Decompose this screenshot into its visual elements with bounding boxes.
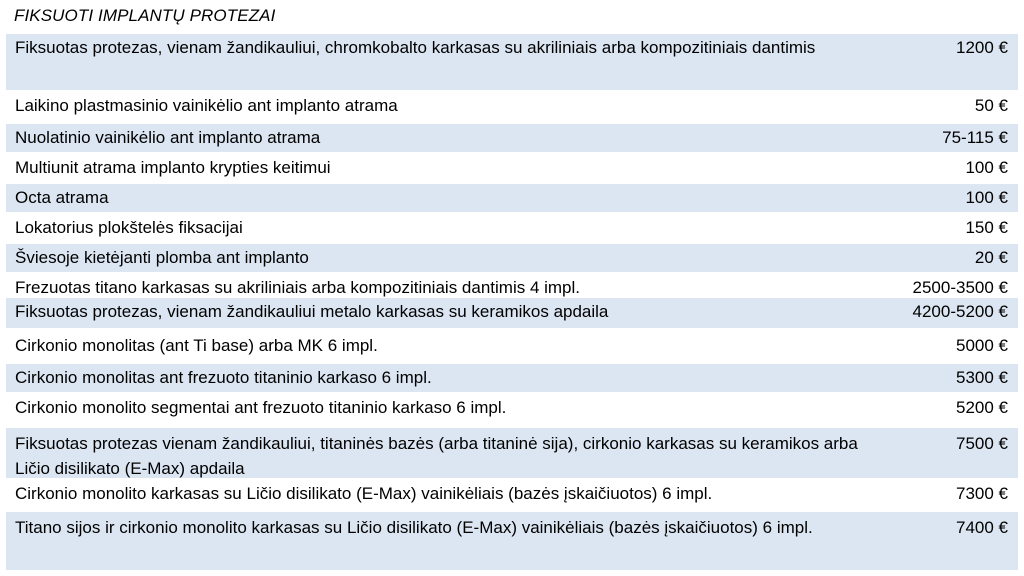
service-price: 150 € <box>965 218 1008 237</box>
service-price: 2500-3500 € <box>912 278 1008 297</box>
service-price: 7500 € <box>956 434 1008 453</box>
service-name: Cirkonio monolito segmentai ant frezuoto titaninio karkaso 6 impl. <box>15 398 507 417</box>
service-name: Cirkonio monolitas (ant Ti base) arba MK 6 impl. <box>15 336 378 355</box>
table-row <box>6 394 1018 428</box>
table-row <box>6 428 1018 478</box>
service-price: 100 € <box>965 188 1008 207</box>
table-row <box>6 298 1018 328</box>
service-price: 4200-5200 € <box>912 302 1008 321</box>
service-price: 100 € <box>965 158 1008 177</box>
table-row <box>6 364 1018 392</box>
table-row <box>6 512 1018 570</box>
service-price: 7400 € <box>956 518 1008 537</box>
service-name: Laikino plastmasinio vainikėlio ant implanto atrama <box>15 96 398 115</box>
service-name: Cirkonio monolito karkasas su Ličio disilikato (E-Max) vainikėliais (bazės įskaičiuotos) 6 impl. <box>15 484 713 503</box>
table-row <box>6 274 1018 298</box>
service-name: Cirkonio monolitas ant frezuoto titaninio karkaso 6 impl. <box>15 368 432 387</box>
service-name: Fiksuotas protezas, vienam žandikauliui metalo karkasas su keramikos apdaila <box>15 302 609 321</box>
section-title: FIKSUOTI IMPLANTŲ PROTEZAI <box>14 6 276 25</box>
service-name: Lokatorius plokštelės fiksacijai <box>15 218 243 237</box>
service-price: 5000 € <box>956 336 1008 355</box>
service-name: Fiksuotas protezas vienam žandikauliui, titaninės bazės (arba titaninė sija), cirkonio karkasas su keramikos arba Ličio disilikato (E-Max) apdaila <box>15 434 858 478</box>
table-row <box>6 34 1018 90</box>
service-price: 20 € <box>974 248 1008 267</box>
service-name: Frezuotas titano karkasas su akriliniais arba kompozitiniais dantimis 4 impl. <box>15 278 581 297</box>
table-row <box>6 92 1018 122</box>
service-name: Multiunit atrama implanto krypties keitimui <box>15 158 331 177</box>
table-row <box>6 244 1018 272</box>
service-name: Nuolatinio vainikėlio ant implanto atrama <box>15 128 321 147</box>
table-row <box>6 154 1018 182</box>
service-price: 5300 € <box>956 368 1008 387</box>
service-name: Fiksuotas protezas, vienam žandikauliui, chromkobalto karkasas su akriliniais arba kompozitiniais dantimis <box>15 38 816 57</box>
table-row <box>6 480 1018 510</box>
table-row <box>6 214 1018 242</box>
table-row <box>6 184 1018 212</box>
service-price: 1200 € <box>956 38 1008 57</box>
service-name: Octa atrama <box>15 188 109 207</box>
table-row <box>6 332 1018 364</box>
service-name: Titano sijos ir cirkonio monolito karkasas su Ličio disilikato (E-Max) vainikėliais (bazės įskaičiuotos) 6 impl. <box>15 518 813 537</box>
service-price: 75-115 € <box>942 128 1008 147</box>
service-price: 50 € <box>974 96 1008 115</box>
table-row <box>6 124 1018 152</box>
service-price: 5200 € <box>956 398 1008 417</box>
service-name: Šviesoje kietėjanti plomba ant implanto <box>15 248 309 267</box>
service-price: 7300 € <box>956 484 1008 503</box>
